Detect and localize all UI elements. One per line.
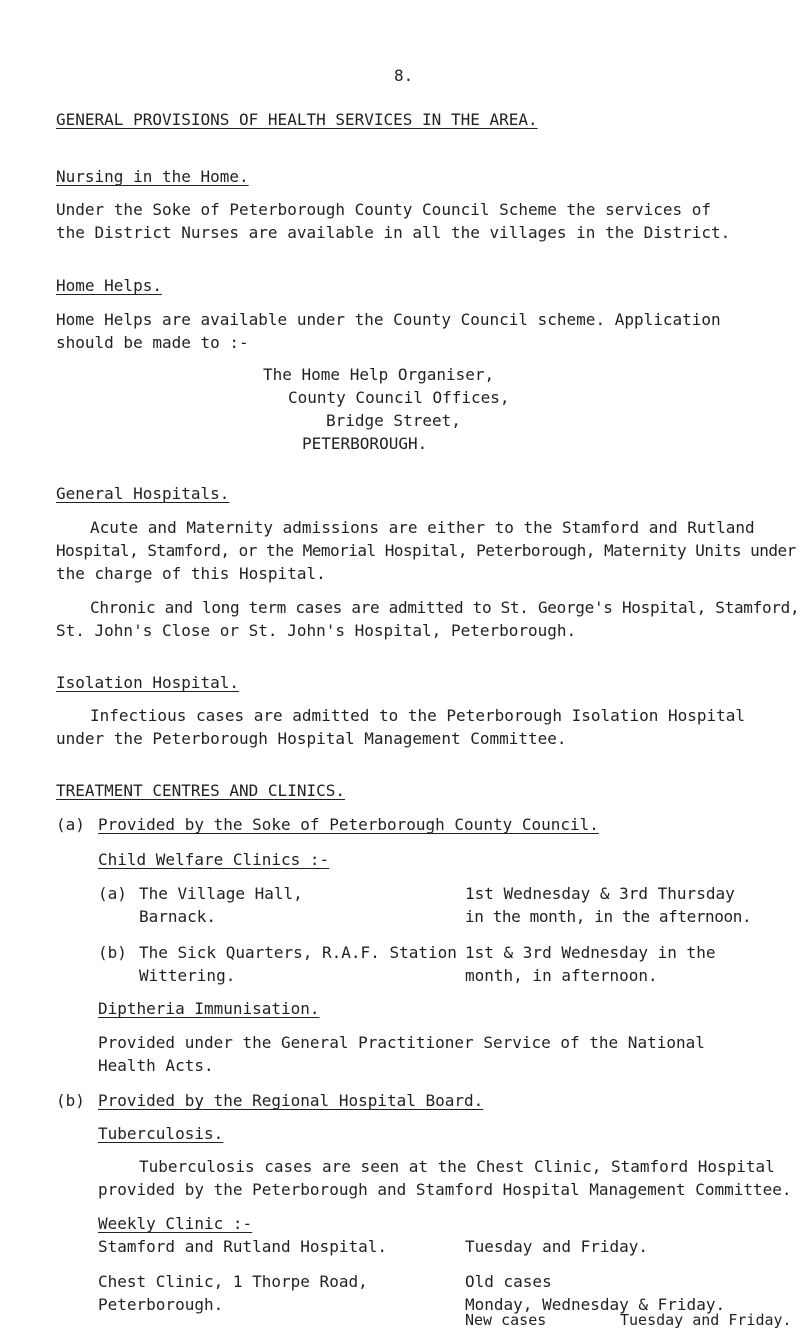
page-number: 8. [394, 66, 414, 85]
weekly-place-line: Peterborough. [98, 1295, 224, 1314]
general-hospitals-p1-line: the charge of this Hospital. [56, 564, 326, 583]
nursing-line-1: Under the Soke of Peterborough County Council Scheme the services of [56, 200, 712, 219]
home-helps-heading: Home Helps. [56, 276, 162, 295]
tuberculosis-text-line: provided by the Peterborough and Stamford Hospital Management Committee. [98, 1180, 792, 1199]
new-cases-line: New cases [465, 1311, 547, 1329]
clinic-place-line: The Sick Quarters, R.A.F. Station [139, 943, 457, 962]
diptheria-text-line: Provided under the General Practitioner Service of the National [98, 1033, 705, 1052]
general-hospitals-p2-line: St. John's Close or St. John's Hospital, Peterborough. [56, 621, 577, 640]
isolation-line-1: Infectious cases are admitted to the Peterborough Isolation Hospital [90, 706, 746, 725]
isolation-line-2: under the Peterborough Hospital Management Committee. [56, 729, 567, 748]
weekly-clinic-heading: Weekly Clinic :- [98, 1214, 253, 1233]
general-hospitals-heading: General Hospitals. [56, 484, 230, 503]
page-title: GENERAL PROVISIONS OF HEALTH SERVICES IN THE AREA. [56, 110, 538, 129]
home-helps-line-2: should be made to :- [56, 333, 249, 352]
tuberculosis-text-line: Tuberculosis cases are seen at the Chest Clinic, Stamford Hospital [139, 1157, 775, 1176]
weekly-times-line: Old cases [465, 1272, 552, 1291]
clinic-place-line: Barnack. [139, 907, 217, 926]
clinic-times-line: month, in afternoon. [465, 966, 658, 985]
address-line: PETERBOROUGH. [302, 434, 428, 453]
clinic-place-line: Wittering. [139, 966, 236, 985]
clinic-times-line: in the month, in the afternoon. [465, 907, 752, 926]
general-hospitals-p1-line: Hospital, Stamford, or the Memorial Hospital, Peterborough, Maternity Units under [56, 541, 796, 560]
isolation-heading: Isolation Hospital. [56, 673, 240, 692]
diptheria-heading: Diptheria Immunisation. [98, 999, 320, 1018]
home-helps-line-1: Home Helps are available under the County Council scheme. Application [56, 310, 721, 329]
weekly-place-line: Stamford and Rutland Hospital. [98, 1237, 387, 1256]
nursing-heading: Nursing in the Home. [56, 167, 249, 186]
address-line: Bridge Street, [326, 411, 461, 430]
address-line: The Home Help Organiser, [263, 365, 495, 384]
child-welfare-heading: Child Welfare Clinics :- [98, 850, 330, 869]
clinic-label: (b) [98, 943, 127, 962]
address-line: County Council Offices, [288, 388, 510, 407]
weekly-place-line: Chest Clinic, 1 Thorpe Road, [98, 1272, 368, 1291]
section-b-heading: Provided by the Regional Hospital Board. [98, 1091, 484, 1110]
weekly-times-line: Monday, Wednesday & Friday. [465, 1295, 726, 1314]
section-b-label: (b) [56, 1091, 85, 1110]
clinic-times-line: 1st & 3rd Wednesday in the [465, 943, 716, 962]
diptheria-text-line: Health Acts. [98, 1056, 214, 1075]
tuberculosis-heading: Tuberculosis. [98, 1124, 224, 1143]
clinic-label: (a) [98, 884, 127, 903]
nursing-line-2: the District Nurses are available in all the villages in the District. [56, 223, 731, 242]
clinic-place-line: The Village Hall, [139, 884, 303, 903]
section-a-label: (a) [56, 815, 85, 834]
treatment-heading: TREATMENT CENTRES AND CLINICS. [56, 781, 345, 800]
general-hospitals-p1-line: Acute and Maternity admissions are either to the Stamford and Rutland [90, 518, 755, 537]
weekly-times-line: Tuesday and Friday. [465, 1237, 649, 1256]
section-a-heading: Provided by the Soke of Peterborough County Council. [98, 815, 599, 834]
clinic-times-line: 1st Wednesday & 3rd Thursday [465, 884, 735, 903]
general-hospitals-p2-line: Chronic and long term cases are admitted to St. George's Hospital, Stamford, [90, 598, 800, 617]
new-cases-line: Tuesday and Friday. [620, 1311, 792, 1329]
